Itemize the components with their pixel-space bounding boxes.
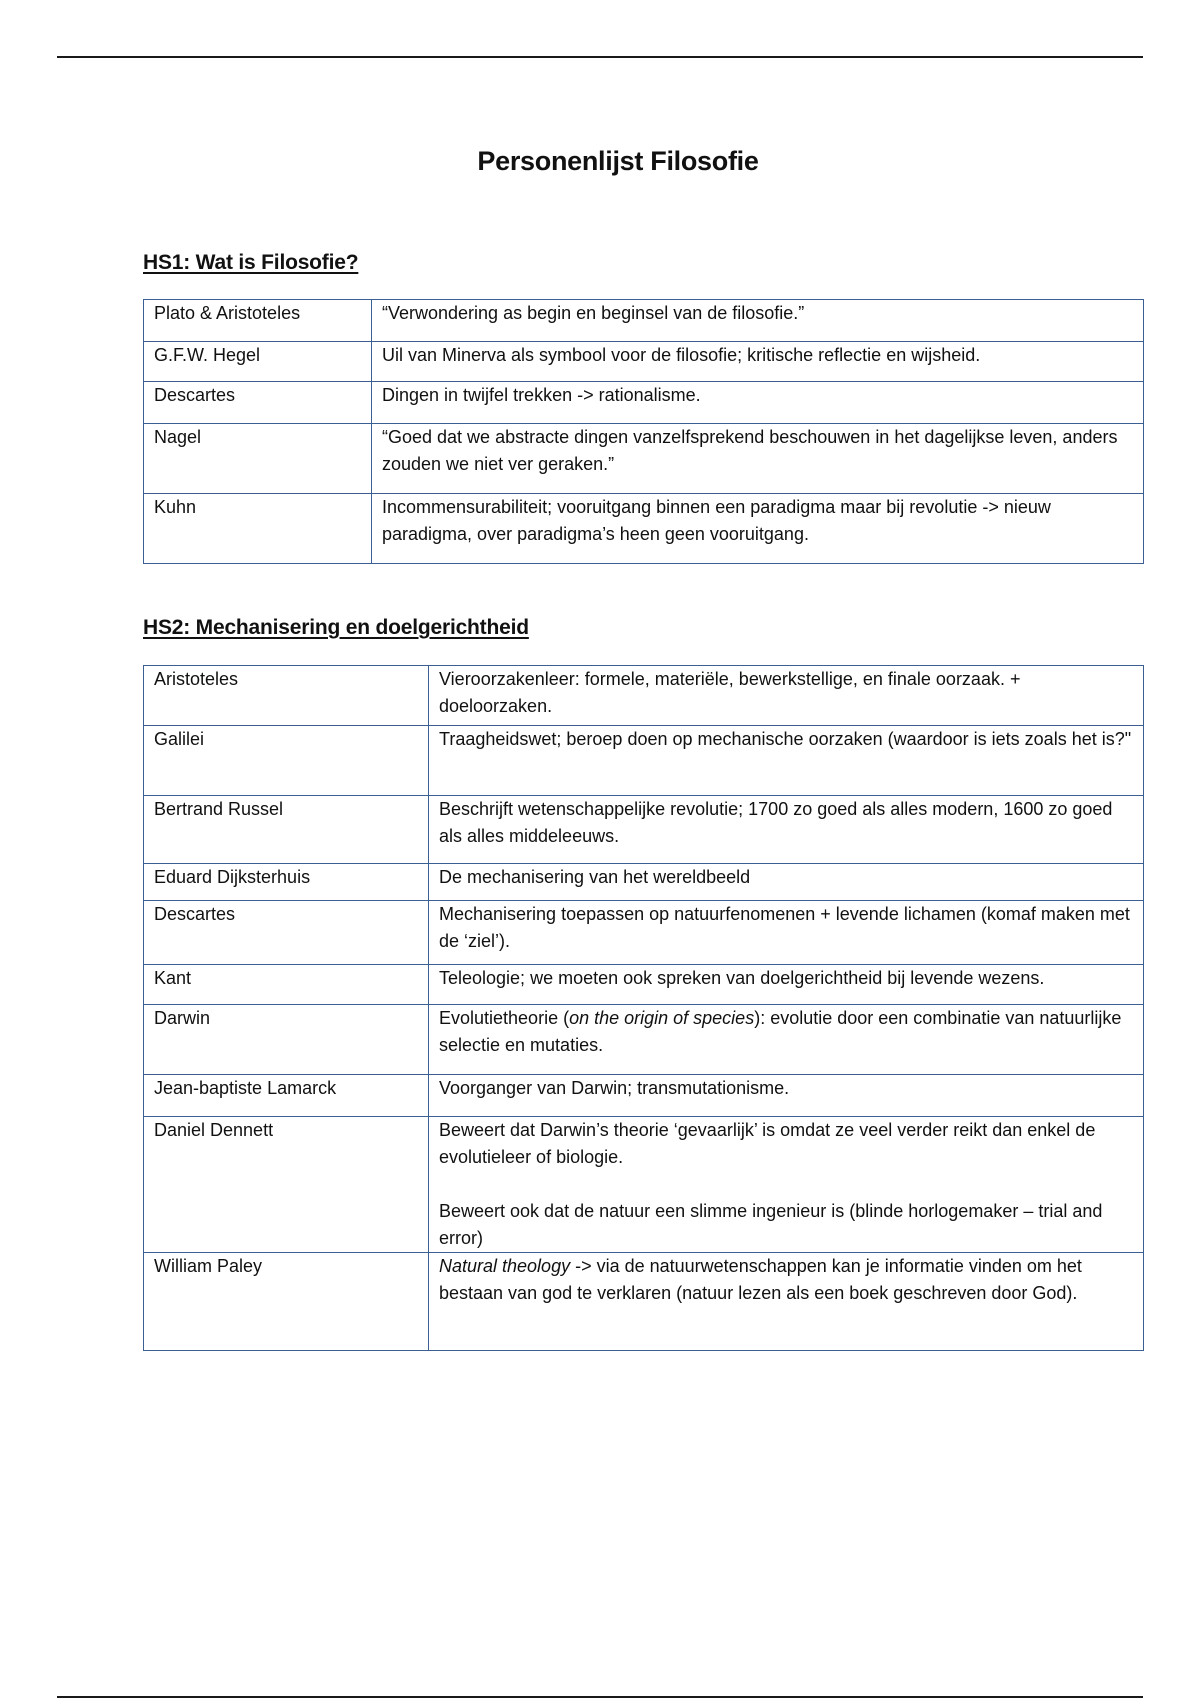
person-cell: Descartes [144,382,372,424]
table-row [144,1117,1144,1253]
description-cell [429,1005,1144,1075]
description-cell: “Goed dat we abstracte dingen vanzelfsprekend beschouwen in het dagelijkse leven, anders zouden we niet ver geraken.” [372,424,1144,494]
section-heading-hs1: HS1: Wat is Filosofie? [143,251,359,274]
person-cell: Daniel Dennett [144,1117,429,1253]
description-cell [429,1253,1144,1351]
person-cell: Kant [144,965,429,1005]
table-row [144,382,1144,424]
table-row [144,1075,1144,1117]
person-cell: Bertrand Russel [144,796,429,864]
description-cell: Vieroorzakenleer: formele, materiële, bewerkstellige, en finale oorzaak. + doeloorzaken. [429,666,1144,726]
person-cell: Eduard Dijksterhuis [144,864,429,901]
person-cell: Nagel [144,424,372,494]
table-row [144,424,1144,494]
person-cell: Darwin [144,1005,429,1075]
book-title: on the origin of species [569,1008,755,1028]
description-cell: Teleologie; we moeten ook spreken van doelgerichtheid bij levende wezens. [429,965,1144,1005]
page-top-rule [57,56,1143,58]
page-bottom-rule [57,1696,1143,1698]
hs1-people-table [143,299,1144,564]
person-cell: Kuhn [144,494,372,564]
table-row [144,666,1144,726]
description-text: Evolutietheorie ( [439,1008,570,1028]
person-cell: Descartes [144,901,429,965]
table-row [144,901,1144,965]
description-paragraph: Beweert dat Darwin’s theorie ‘gevaarlijk’ is omdat ze veel verder reikt dan enkel de evolutieleer of biologie. [439,1120,1096,1167]
table-row [144,965,1144,1005]
description-text: -> via de natuurwetenschappen kan je informatie vinden om het bestaan van god te verklaren (natuur lezen als een boek geschreven door God). [439,1256,1082,1303]
person-cell: G.F.W. Hegel [144,342,372,382]
description-cell: Voorganger van Darwin; transmutationisme. [429,1075,1144,1117]
description-cell: Mechanisering toepassen op natuurfenomenen + levende lichamen (komaf maken met de ‘ziel’). [429,901,1144,965]
document-title: Personenlijst Filosofie [477,146,759,176]
description-cell: Uil van Minerva als symbool voor de filosofie; kritische reflectie en wijsheid. [372,342,1144,382]
table-row [144,342,1144,382]
table-row [144,300,1144,342]
table-row [144,1253,1144,1351]
description-cell: “Verwondering as begin en beginsel van de filosofie.” [372,300,1144,342]
table-row [144,864,1144,901]
book-title: Natural theology [439,1256,571,1276]
description-cell: Incommensurabiliteit; vooruitgang binnen een paradigma maar bij revolutie -> nieuw paradigma, over paradigma’s heen geen vooruitgang. [372,494,1144,564]
hs2-people-table [143,665,1144,1351]
person-cell: Galilei [144,726,429,796]
section-heading-hs2: HS2: Mechanisering en doelgerichtheid [143,616,529,639]
table-row [144,1005,1144,1075]
table-row [144,494,1144,564]
description-cell: Traagheidswet; beroep doen op mechanische oorzaken (waardoor is iets zoals het is?" [429,726,1144,796]
table-row [144,796,1144,864]
person-cell: Plato & Aristoteles [144,300,372,342]
person-cell: Jean-baptiste Lamarck [144,1075,429,1117]
person-cell: William Paley [144,1253,429,1351]
description-cell: Dingen in twijfel trekken -> rationalisme. [372,382,1144,424]
person-cell: Aristoteles [144,666,429,726]
description-cell: Beschrijft wetenschappelijke revolutie; 1700 zo goed als alles modern, 1600 zo goed als alles middeleeuws. [429,796,1144,864]
description-cell [429,1117,1144,1253]
description-cell: De mechanisering van het wereldbeeld [429,864,1144,901]
description-paragraph: Beweert ook dat de natuur een slimme ingenieur is (blinde horlogemaker – trial and error) [439,1201,1103,1248]
table-row [144,726,1144,796]
description-text: ): evolutie door een combinatie van natuurlijke selectie en mutaties. [439,1008,1122,1055]
